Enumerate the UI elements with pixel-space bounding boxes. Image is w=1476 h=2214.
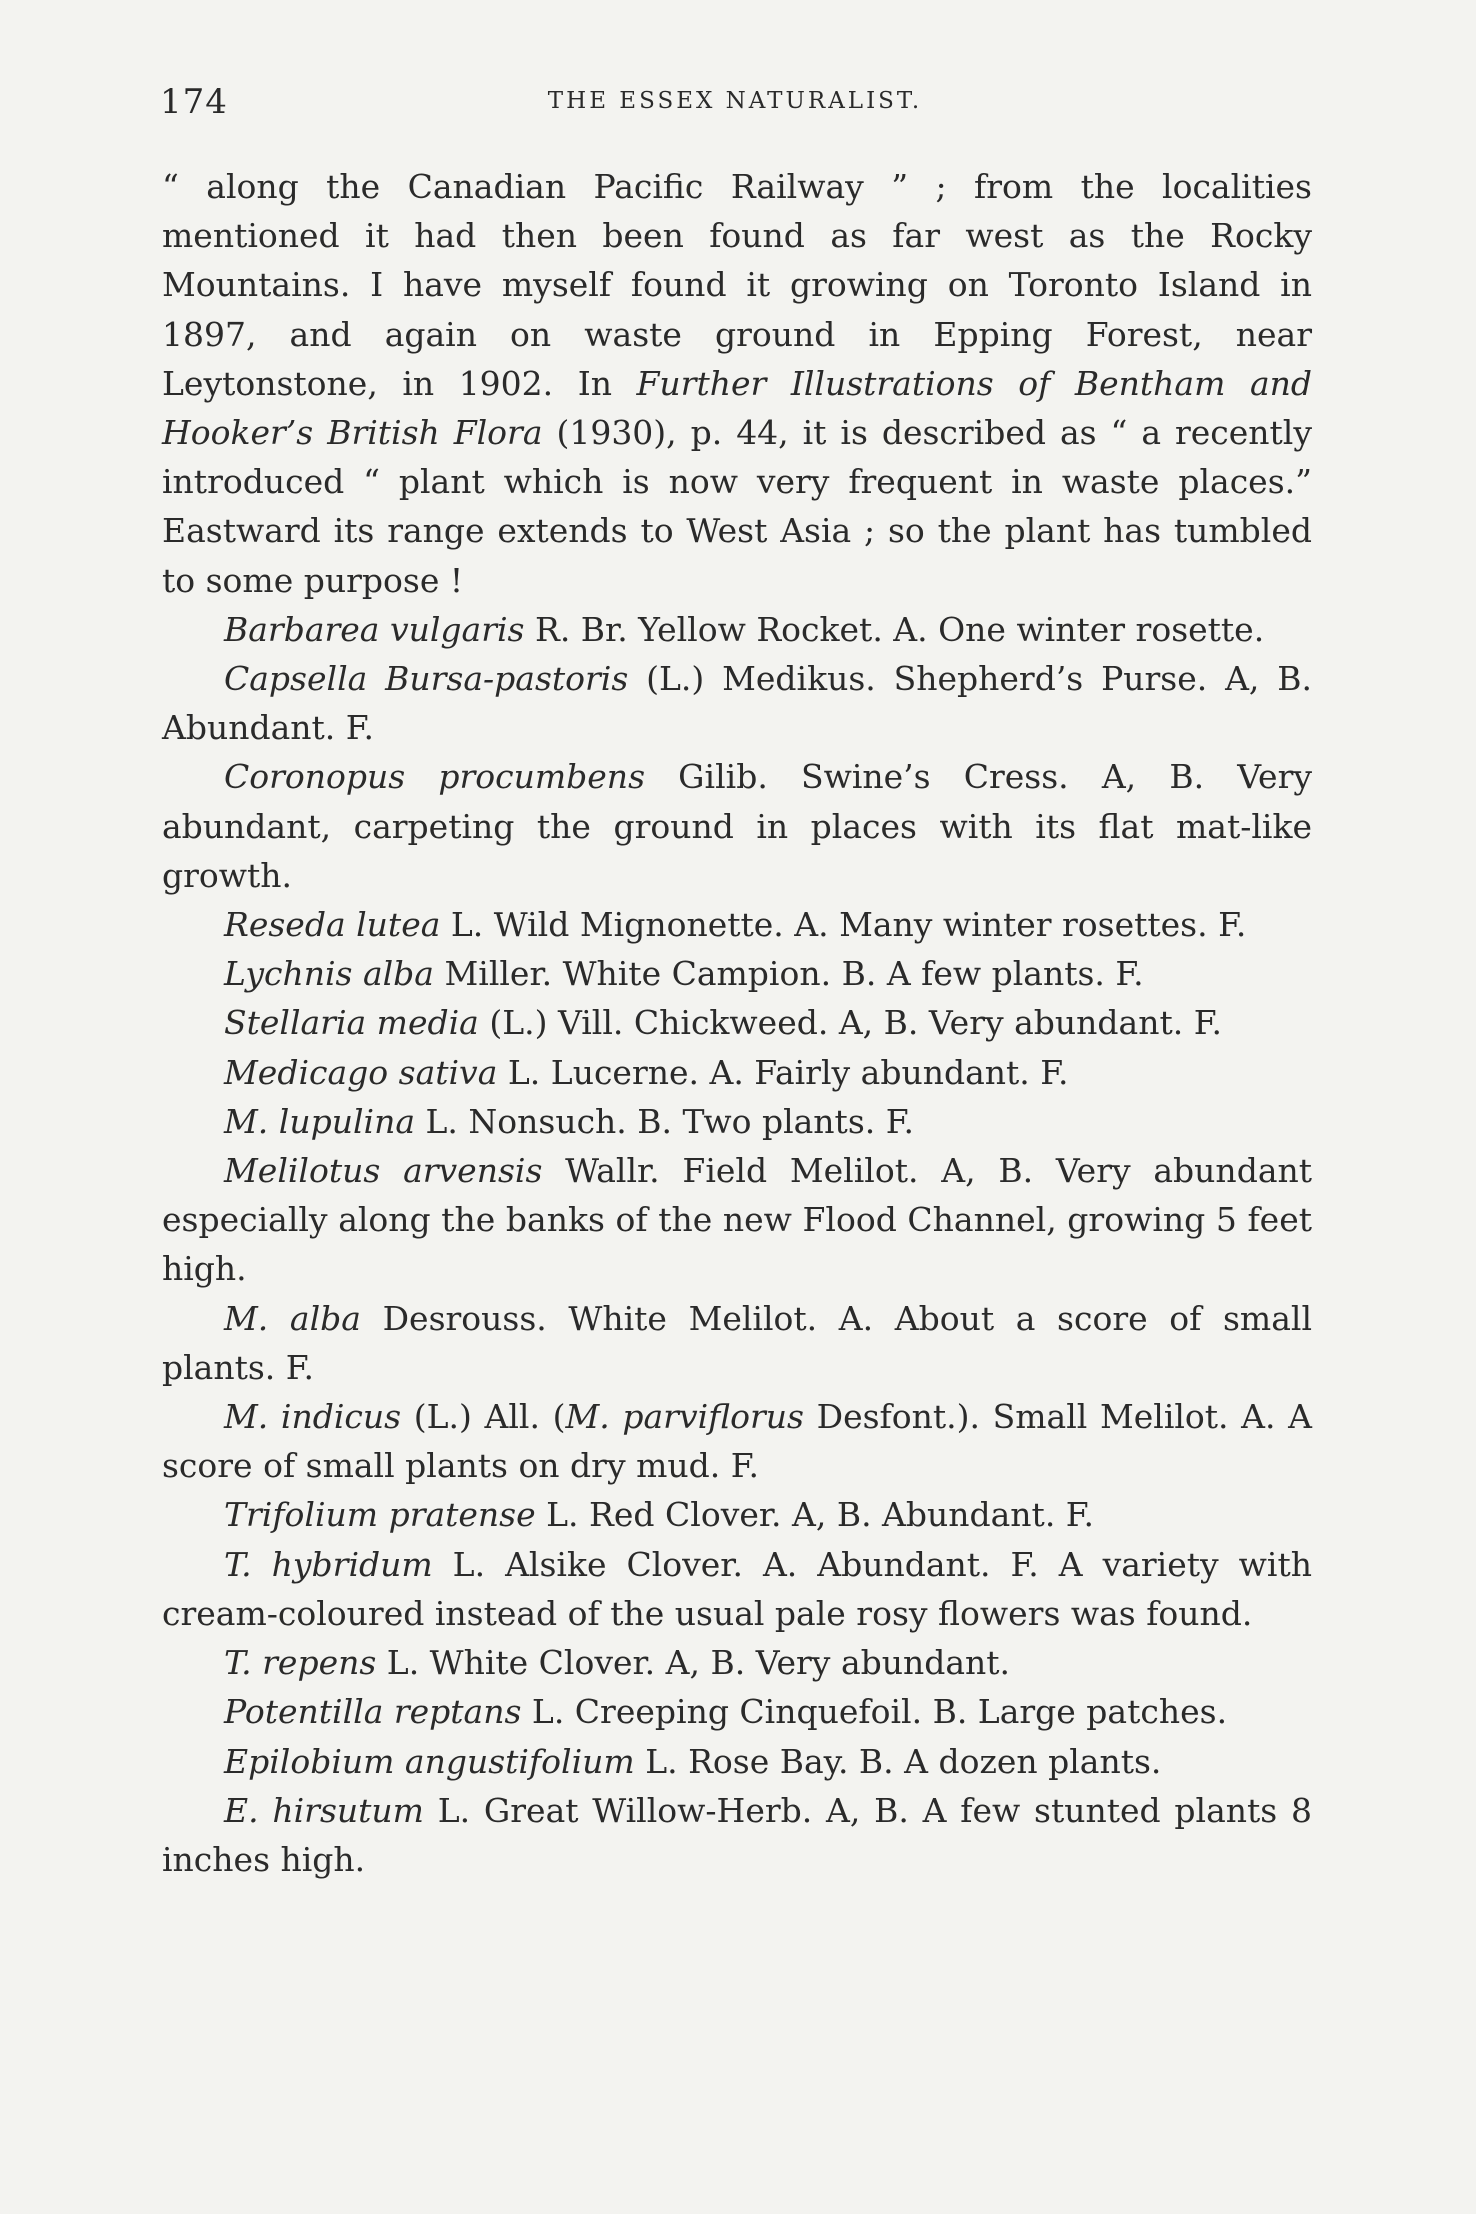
species-entry: T. repens L. White Clover. A, B. Very abundant.	[224, 1643, 1011, 1683]
species-entry: Stellaria media (L.) Vill. Chickweed. A, B. Very abundant. F.	[224, 1003, 1222, 1043]
species-name: M. alba	[224, 1298, 361, 1338]
species-name: Trifolium pratense	[224, 1495, 536, 1535]
species-entry: E. hirsutum L. Great Willow-Herb. A, B. A few stunted plants 8 inches high.	[162, 1790, 1312, 1879]
species-name: Barbarea vulgaris	[224, 609, 525, 649]
species-name: M. lupulina	[224, 1101, 415, 1141]
species-entry: T. hybridum L. Alsike Clover. A. Abundant. F. A variety with cream-coloured instead of the usual pale rosy flowers was found.	[162, 1544, 1312, 1633]
species-name: Medicago sativa	[224, 1052, 498, 1092]
species-name: E. hirsutum	[224, 1790, 424, 1830]
species-name: M. indicus	[224, 1397, 402, 1437]
species-entry: Medicago sativa L. Lucerne. A. Fairly abundant. F.	[224, 1052, 1069, 1092]
page-number: 174	[160, 82, 228, 122]
species-entry: Barbarea vulgaris R. Br. Yellow Rocket. A. One winter rosette.	[224, 609, 1265, 649]
species-entry: Potentilla reptans L. Creeping Cinquefoil. B. Large patches.	[224, 1692, 1228, 1732]
continuation-paragraph: “ along the Canadian Pacific Railway ” ; from the localities mentioned it had then been found as far west as the Rocky Mountains. I have myself found it growing on Toronto Island in 1897, and again on waste ground in Epping Forest, near Leytonstone, in 1902. In Further Illustrations of Bentham and Hooker’s British Flora (1930), p. 44, it is described as “ a recently introduced “ plant which is now very frequent in waste places.” Eastward its range extends to West Asia ; so the plant has tumbled to some purpose !	[162, 167, 1312, 600]
book-title: Further Illustrations of Bentham and Hooker’s British Flora	[162, 363, 1312, 453]
species-entry: M. alba Desrouss. White Melilot. A. About a score of small plants. F.	[162, 1298, 1313, 1387]
species-synonym: M. parviflorus	[565, 1397, 804, 1437]
species-entry: Reseda lutea L. Wild Mignonette. A. Many winter rosettes. F.	[224, 905, 1247, 945]
body-text	[162, 162, 1312, 1884]
species-name: Coronopus procumbens	[224, 757, 645, 797]
species-entry: Lychnis alba Miller. White Campion. B. A few plants. F.	[224, 954, 1144, 994]
species-entry: Capsella Bursa-pastoris (L.) Medikus. Shepherd’s Purse. A, B. Abundant. F.	[162, 659, 1312, 748]
species-name: Capsella Bursa-pastoris	[224, 659, 629, 699]
running-title: THE ESSEX NATURALIST.	[547, 88, 923, 114]
species-name: Lychnis alba	[224, 954, 434, 994]
species-entry: Melilotus arvensis Wallr. Field Melilot. A, B. Very abundant especially along the banks of the new Flood Channel, growing 5 feet high.	[162, 1151, 1313, 1289]
species-entry: M. lupulina L. Nonsuch. B. Two plants. F.	[224, 1101, 914, 1141]
species-name: Reseda lutea	[224, 905, 441, 945]
species-entry: Trifolium pratense L. Red Clover. A, B. Abundant. F.	[224, 1495, 1095, 1535]
species-name: Stellaria media	[224, 1003, 479, 1043]
species-name: T. repens	[224, 1643, 377, 1683]
species-entry: Epilobium angustifolium L. Rose Bay. B. A dozen plants.	[224, 1741, 1162, 1781]
species-name: Melilotus arvensis	[224, 1151, 543, 1191]
species-entry: Coronopus procumbens Gilib. Swine’s Cress. A, B. Very abundant, carpeting the ground in places with its flat mat-like growth.	[162, 757, 1312, 895]
species-name: Potentilla reptans	[224, 1692, 522, 1732]
species-entry: M. indicus (L.) All. (M. parviflorus Desfont.). Small Melilot. A. A score of small plants on dry mud. F.	[162, 1397, 1312, 1486]
species-name: T. hybridum	[224, 1544, 433, 1584]
species-name: Epilobium angustifolium	[224, 1741, 635, 1781]
page-header	[160, 82, 1310, 128]
